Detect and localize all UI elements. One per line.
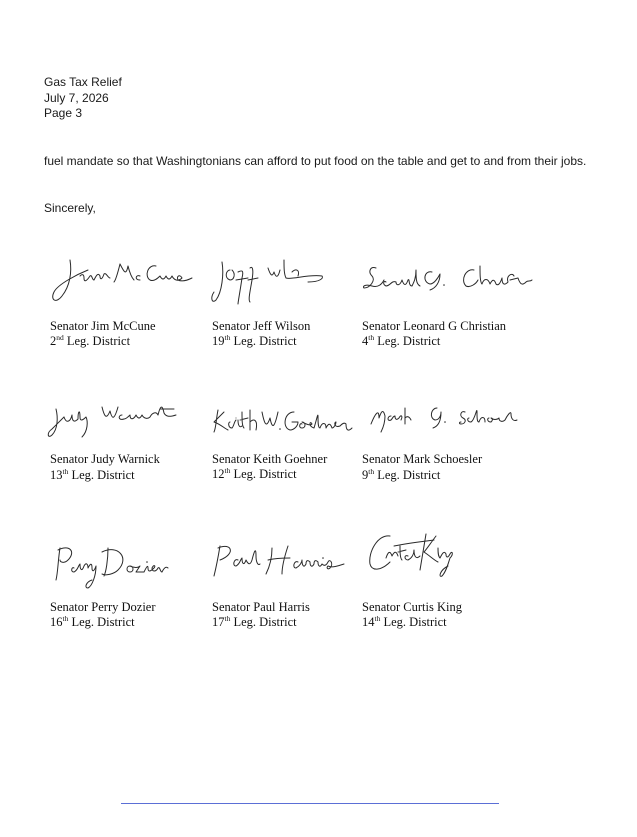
header-date: July 7, 2026 xyxy=(44,90,109,105)
signature-judy-warnick xyxy=(46,395,196,445)
senator-name-5: Senator Keith Goehner xyxy=(212,452,328,466)
district-7: 16th Leg. District xyxy=(50,614,135,629)
senator-name-1: Senator Jim McCune xyxy=(50,319,156,333)
body-paragraph: fuel mandate so that Washingtonians can afford to put food on the table and get to and from their jobs. xyxy=(44,154,587,168)
district-8: 17th Leg. District xyxy=(212,614,297,629)
senator-name-6: Senator Mark Schoesler xyxy=(362,452,483,466)
footer-divider xyxy=(121,803,499,804)
header-subject: Gas Tax Relief xyxy=(44,75,122,89)
header-page-number: Page 3 xyxy=(44,106,83,120)
senator-name-9: Senator Curtis King xyxy=(362,600,462,614)
signature-mark-schoesler xyxy=(365,398,525,438)
district-6: 9th Leg. District xyxy=(362,467,441,482)
signature-jeff-wilson xyxy=(208,252,328,308)
signature-jim-mccune xyxy=(48,252,196,308)
signature-curtis-king xyxy=(364,528,464,580)
signature-paul-harris xyxy=(210,538,350,582)
senator-name-2: Senator Jeff Wilson xyxy=(212,319,311,333)
signature-keith-goehner xyxy=(210,402,355,440)
senator-name-7: Senator Perry Dozier xyxy=(50,600,156,614)
closing-salutation: Sincerely, xyxy=(44,201,96,215)
district-3: 4th Leg. District xyxy=(362,333,441,348)
senator-name-4: Senator Judy Warnick xyxy=(50,452,160,466)
letter-header xyxy=(44,75,122,122)
signature-perry-dozier xyxy=(50,538,170,590)
senator-name-8: Senator Paul Harris xyxy=(212,600,310,614)
district-5: 12th Leg. District xyxy=(212,466,297,481)
district-9: 14th Leg. District xyxy=(362,614,447,629)
senator-name-3: Senator Leonard G Christian xyxy=(362,319,507,333)
district-1: 2nd Leg. District xyxy=(50,333,131,348)
signature-leonard-christian xyxy=(360,258,540,304)
district-4: 13th Leg. District xyxy=(50,467,135,482)
district-2: 19th Leg. District xyxy=(212,333,297,348)
